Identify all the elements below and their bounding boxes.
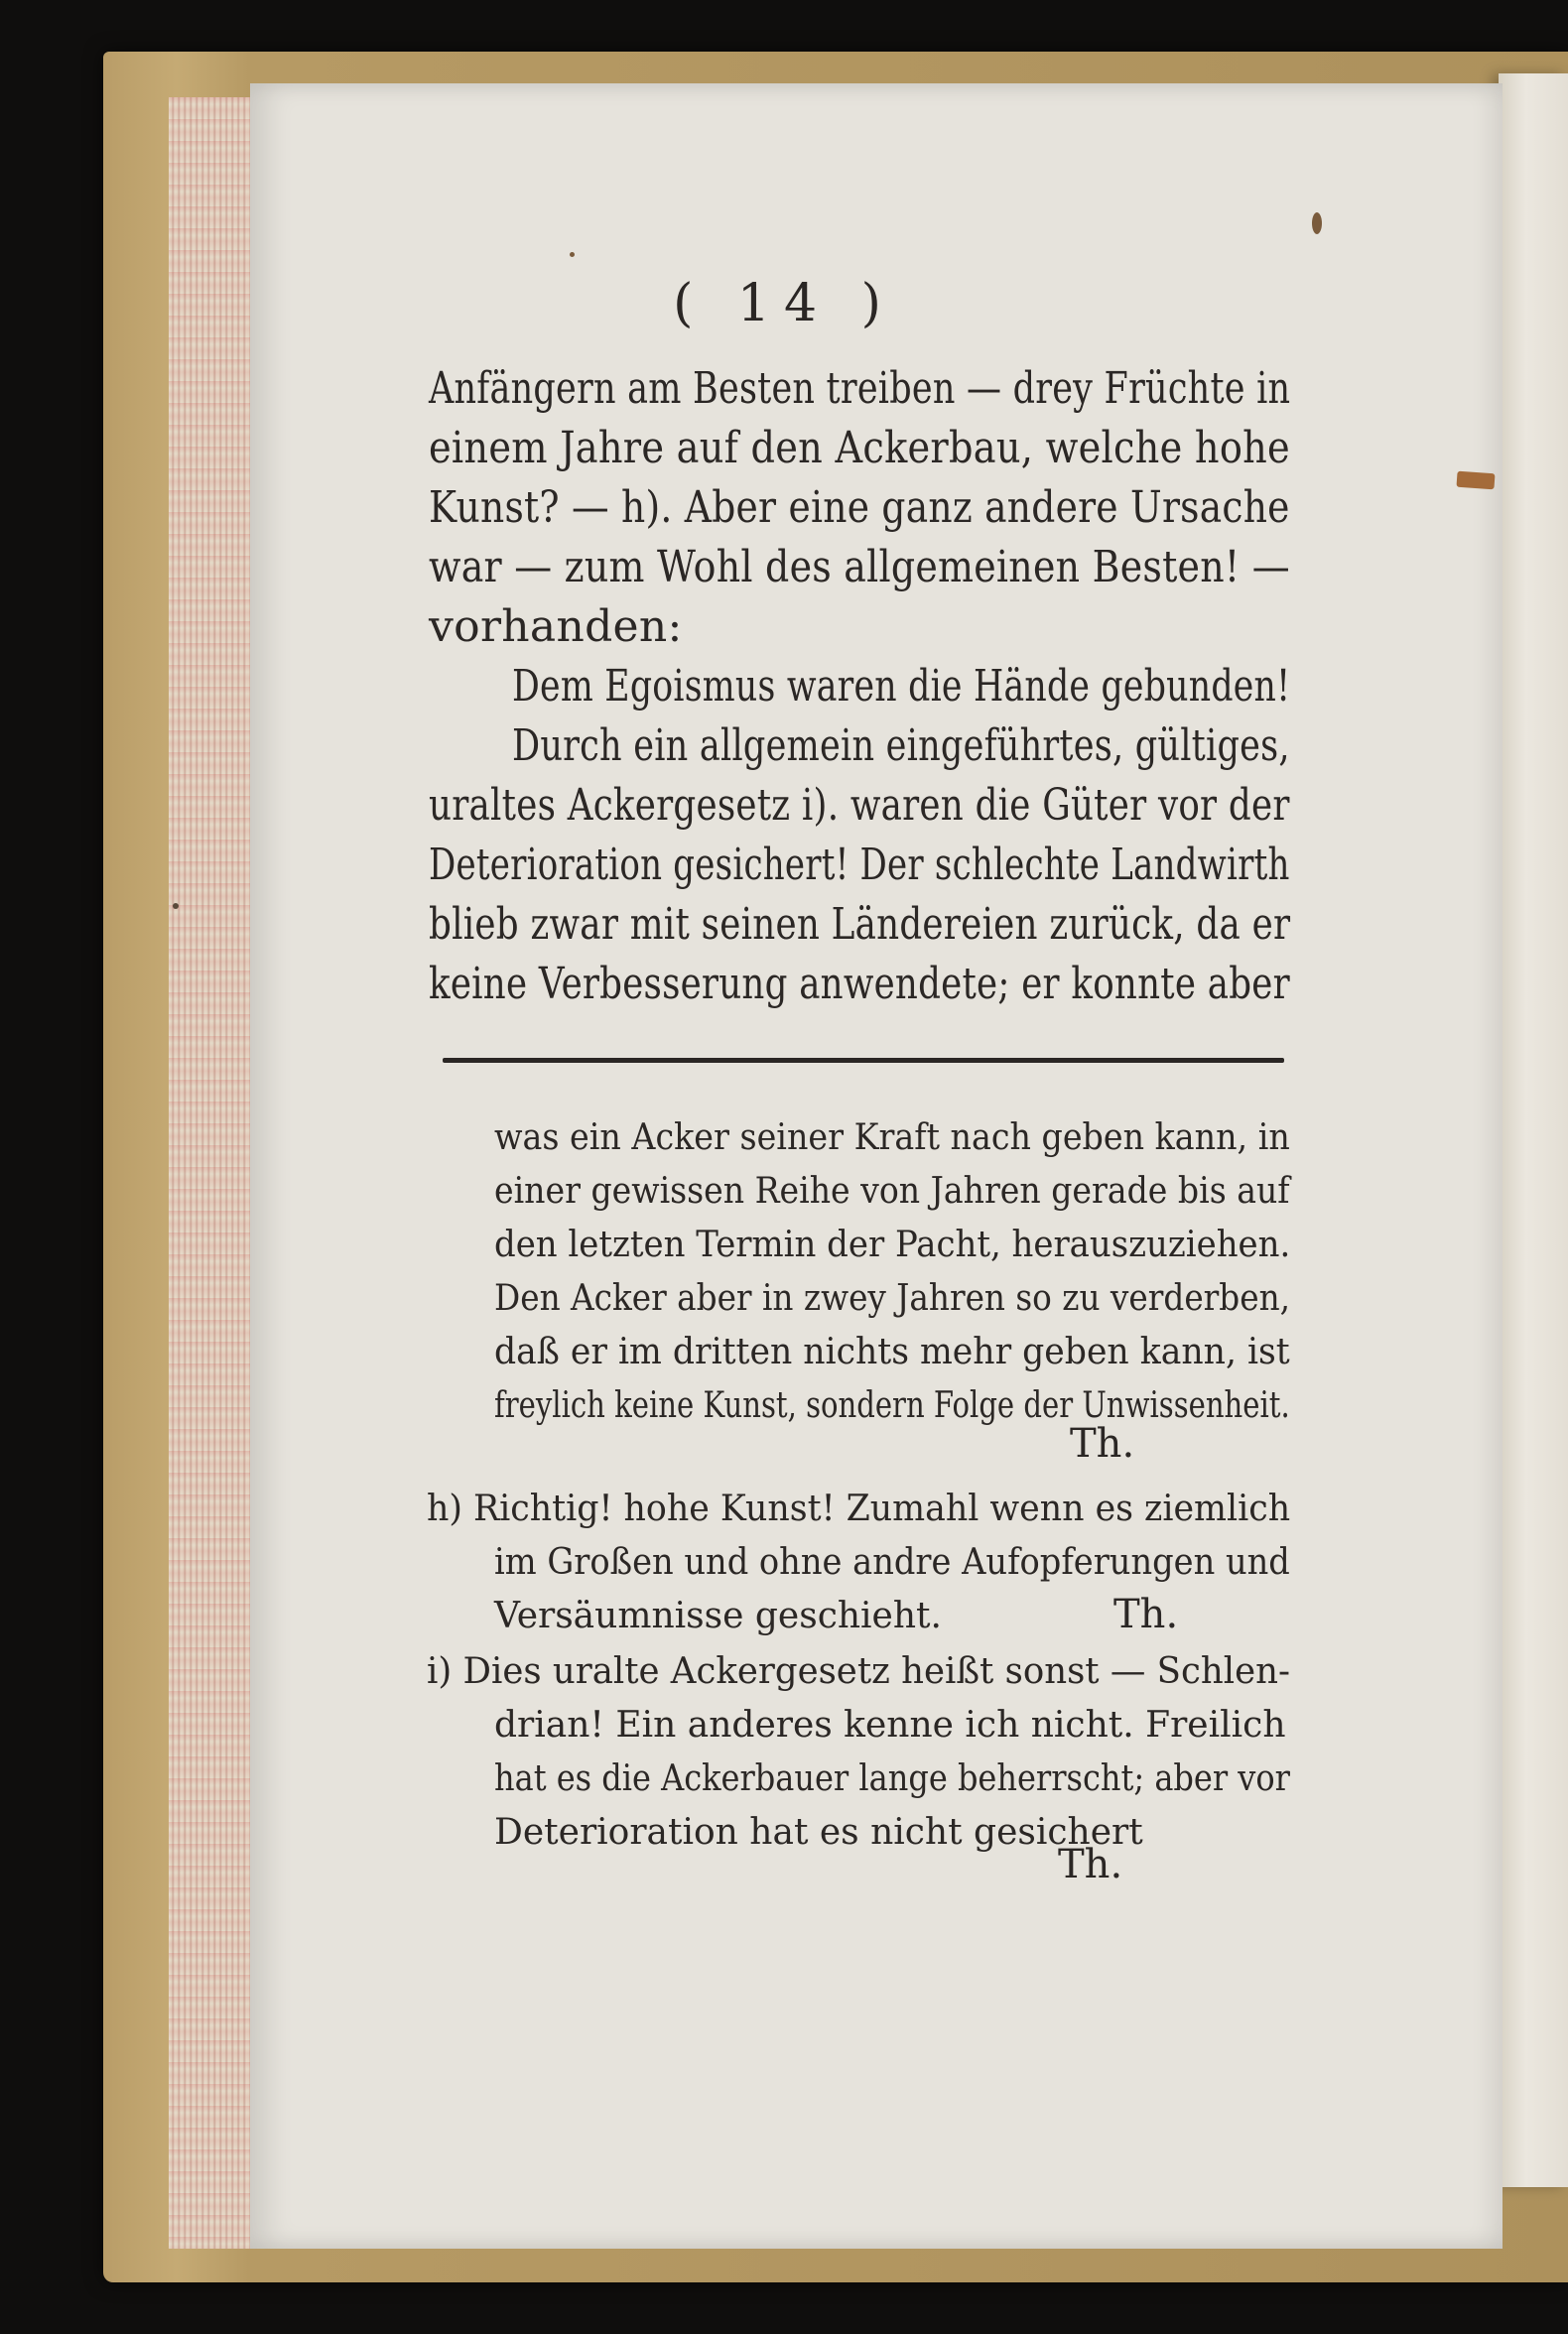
footnote-line: einer gewissen Reihe von Jahren gerade bis auf <box>494 1171 1290 1212</box>
facing-page-edge <box>1499 73 1568 2187</box>
paper-tab-mark <box>1456 471 1495 490</box>
body-line: vorhanden: <box>429 601 683 652</box>
footnote-signature: Th. <box>1113 1592 1179 1637</box>
body-line: einem Jahre auf den Ackerbau, welche hohe <box>429 423 1290 473</box>
body-line: Durch ein allgemein eingeführtes, gültiges, <box>512 720 1290 771</box>
footnote-line: drian! Ein anderes kenne ich nicht. Freilich <box>494 1705 1286 1746</box>
footnote-signature: Th. <box>1058 1842 1123 1887</box>
page-edges <box>169 97 252 2249</box>
ink-spot <box>570 252 575 257</box>
footnote-line: h) Richtig! hohe Kunst! Zumahl wenn es ziemlich <box>427 1489 1291 1529</box>
body-line: war — zum Wohl des allgemeinen Besten! — <box>429 542 1290 592</box>
footnote-signature: Th. <box>1070 1421 1135 1467</box>
footnote-line: hat es die Ackerbauer lange beherrscht; aber vor <box>494 1758 1290 1799</box>
body-line: Anfängern am Besten treiben — drey Früchte in <box>429 363 1291 414</box>
page-number: ( 14 ) <box>673 274 895 333</box>
footnote-line: im Großen und ohne andre Aufopferungen und <box>494 1542 1290 1583</box>
footnote-line: freylich keine Kunst, sondern Folge der Unwissenheit. <box>494 1385 1290 1426</box>
footnote-line: Deterioration hat es nicht gesichert <box>494 1812 1143 1853</box>
footnote-separator-rule <box>443 1058 1284 1063</box>
footnote-line: Versäumnisse geschieht. <box>494 1596 942 1636</box>
body-line: keine Verbesserung anwendete; er konnte aber <box>429 959 1290 1009</box>
body-line: Dem Egoismus waren die Hände gebunden! <box>512 661 1291 712</box>
body-line: Kunst? — h). Aber eine ganz andere Ursache <box>429 482 1290 533</box>
footnote-line: was ein Acker seiner Kraft nach geben kann, in <box>494 1117 1290 1158</box>
footnote-line: Den Acker aber in zwey Jahren so zu verderben, <box>494 1278 1291 1319</box>
body-line: uraltes Ackergesetz i). waren die Güter vor der <box>429 780 1290 831</box>
ink-spot <box>1312 212 1322 234</box>
footnote-line: i) Dies uralte Ackergesetz heißt sonst — Schlen- <box>427 1651 1290 1692</box>
body-line: blieb zwar mit seinen Ländereien zurück, da er <box>429 899 1291 950</box>
footnote-line: den letzten Termin der Pacht, herauszuziehen. <box>494 1225 1291 1265</box>
footnote-line: daß er im dritten nichts mehr geben kann, ist <box>494 1332 1290 1372</box>
ink-spot <box>173 903 179 909</box>
body-line: Deterioration gesichert! Der schlechte Landwirth <box>429 840 1290 890</box>
